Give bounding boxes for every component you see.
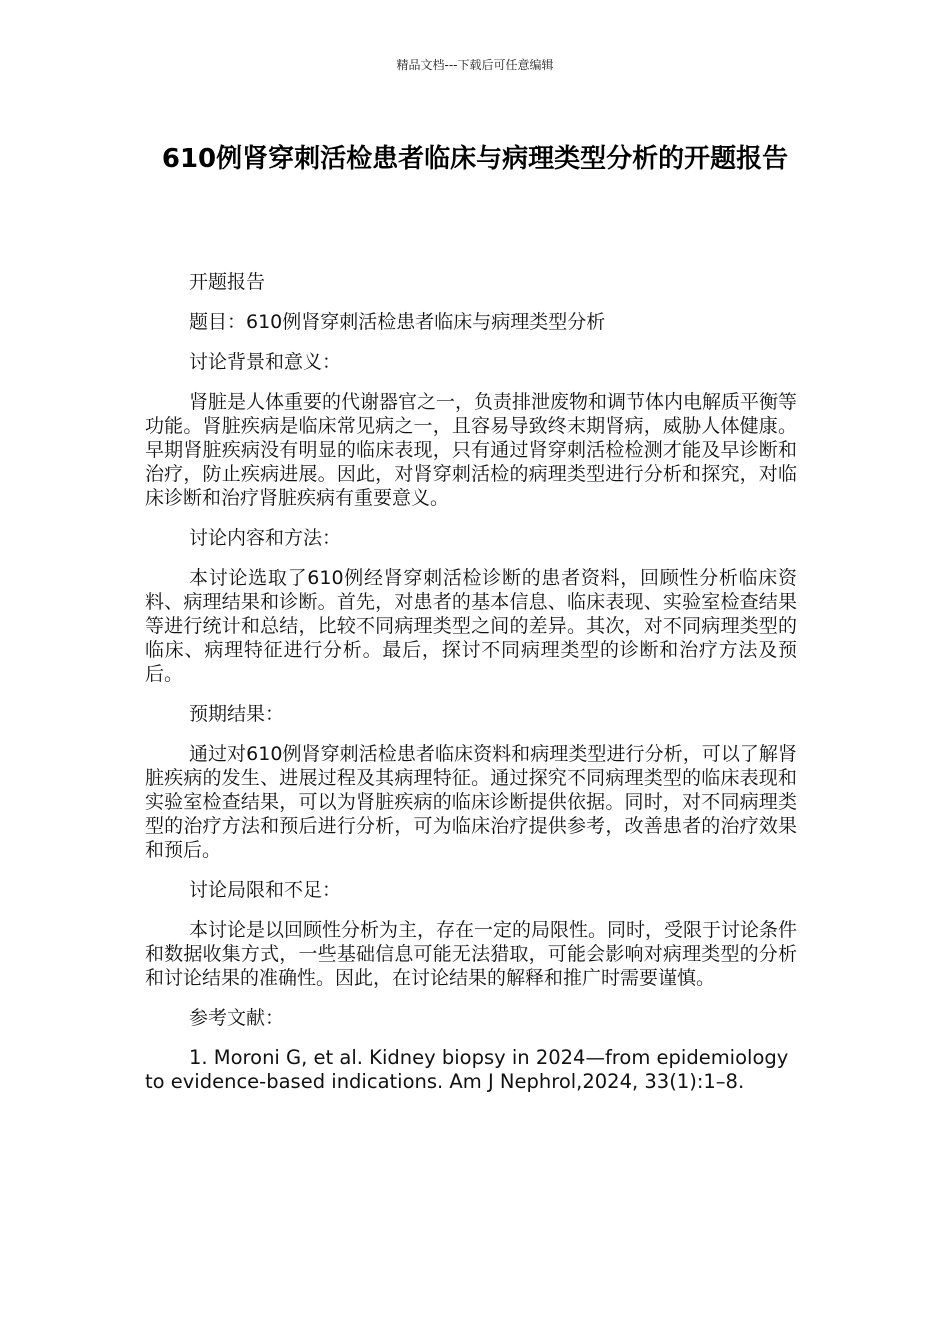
page-header: 精品文档---下载后可任意编辑 xyxy=(396,58,554,72)
methods-heading: 讨论内容和方法： xyxy=(189,527,342,549)
report-label: 开题报告 xyxy=(189,271,266,293)
reference-item: 1. Moroni G, et al. Kidney biopsy in 2024—from epidemiology to evidence-based indications. Am J Nephrol,2024, 33(1):1–8. xyxy=(145,1046,789,1093)
background-paragraph: 肾脏是人体重要的代谢器官之一，负责排泄废物和调节体内电解质平衡等功能。肾脏疾病是临床常见病之一，且容易导致终末期肾病，威胁人体健康。早期肾脏疾病没有明显的临床表现，只有通过肾穿刺活检检测才能及早诊断和治疗，防止疾病进展。因此，对肾穿刺活检的病理类型进行分析和探究，对临床诊断和治疗肾脏疾病有重要意义。 xyxy=(145,391,798,509)
references-heading: 参考文献： xyxy=(189,1007,285,1029)
document-title: 610例肾穿刺活检患者临床与病理类型分析的开题报告 xyxy=(161,144,789,174)
limits-heading: 讨论局限和不足： xyxy=(189,879,342,901)
limits-paragraph: 本讨论是以回顾性分析为主，存在一定的局限性。同时，受限于讨论条件和数据收集方式，一些基础信息可能无法猎取，可能会影响对病理类型的分析和讨论结果的准确性。因此，在讨论结果的解释和推广时需要谨慎。 xyxy=(145,919,798,989)
background-heading: 讨论背景和意义： xyxy=(189,351,342,373)
document-body xyxy=(145,270,797,1094)
topic-line: 题目：610例肾穿刺活检患者临床与病理类型分析 xyxy=(189,311,606,333)
methods-paragraph: 本讨论选取了610例经肾穿刺活检诊断的患者资料，回顾性分析临床资料、病理结果和诊断。首先，对患者的基本信息、临床表现、实验室检查结果等进行统计和总结，比较不同病理类型之间的差异。其次，对不同病理类型的临床、病理特征进行分析。最后，探讨不同病理类型的诊断和治疗方法及预后。 xyxy=(145,567,797,685)
results-paragraph: 通过对610例肾穿刺活检患者临床资料和病理类型进行分析，可以了解肾脏疾病的发生、进展过程及其病理特征。通过探究不同病理类型的临床表现和实验室检查结果，可以为肾脏疾病的临床诊断提供依据。同时，对不同病理类型的治疗方法和预后进行分析，可为临床治疗提供参考，改善患者的治疗效果和预后。 xyxy=(145,743,797,861)
results-heading: 预期结果： xyxy=(189,703,285,725)
